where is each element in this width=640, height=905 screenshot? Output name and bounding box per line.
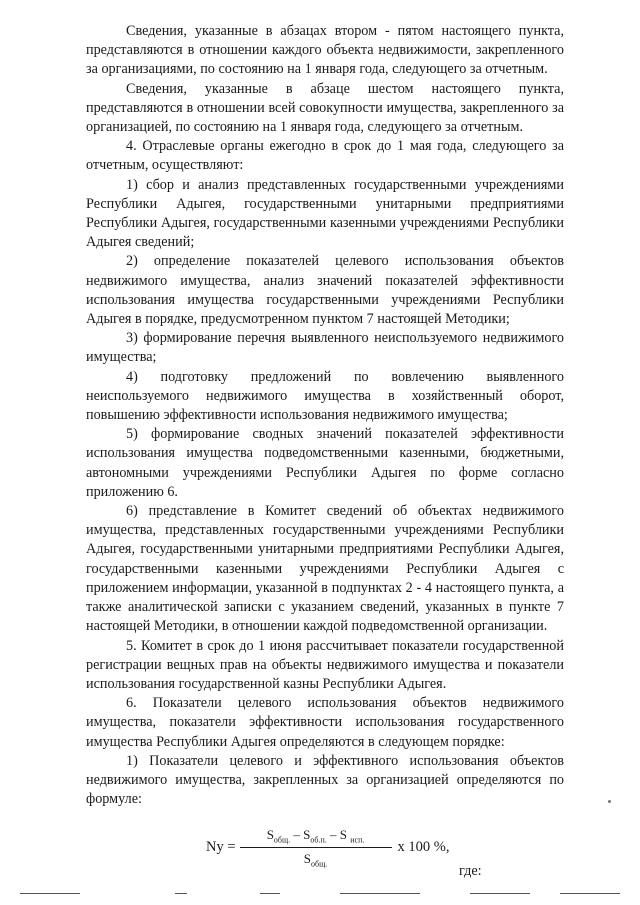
paragraph-info-objects: Сведения, указанные в абзацах втором - пятом настоящего пункта, представляются в отношении каждого объекта недвижимости, закрепленного за организациями, по состоянию на 1 января года, следующего за отчетным. bbox=[86, 23, 564, 78]
formula-numerator: $S_{общ.} - S_{об.п.}$ – S $_{исп.}$ bbox=[266, 827, 365, 845]
paragraph-subitem-5: 5) формирование сводных значений показателей эффективности использования имущества подведомственными казенными, бюджетными, автономными учреждениями Республики Адыгея по форме согласно приложению 6. bbox=[86, 426, 564, 500]
formula-block bbox=[86, 817, 564, 891]
formula-rhs: х 100 %, bbox=[397, 839, 450, 856]
paragraph-item-4: 4. Отраслевые органы ежегодно в срок до 1 мая года, следующего за отчетным, осуществляют: bbox=[86, 138, 564, 174]
paragraph-item-6-sub-1: 1) Показатели целевого и эффективного использования объектов недвижимого имущества, закрепленных за организацией определяются по формуле: bbox=[86, 752, 564, 808]
paragraph-subitem-6: 6) представление в Комитет сведений об объектах недвижимого имущества, представленных государственными учреждениями Республики Адыгея, государственными унитарными предприятиями Республики Адыгея, государственными казенными учреждениями Республики Адыгея с приложением информации, указанной в подпунктах 2 - 4 настоящего пункта, а также аналитической записки с указанием сведений, указанных в пункте 7 настоящей Методики, в отношении каждой подведомственной организации. bbox=[86, 503, 564, 635]
footer-rule bbox=[560, 893, 620, 894]
paragraph-item-6: 6. Показатели целевого использования объектов недвижимого имущества, показатели эффективности использования государственного имущества Республики Адыгея определяются в следующем порядке: bbox=[86, 695, 564, 750]
footer-rule bbox=[20, 893, 80, 894]
scan-speck bbox=[608, 800, 611, 803]
document-page bbox=[86, 22, 564, 891]
paragraph-item-5: 5. Комитет в срок до 1 июня рассчитывает показатели государственной регистрации вещных прав на объекты недвижимого имущества и показатели использования государственной казны Республики Адыгея. bbox=[86, 637, 564, 692]
paragraph-subitem-3: 3) формирование перечня выявленного неиспользуемого недвижимого имущества; bbox=[86, 330, 564, 366]
footer-rules bbox=[0, 893, 640, 899]
paragraph-subitem-4: 4) подготовку предложений по вовлечению выявленного неиспользуемого недвижимого имущества в хозяйственный оборот, повышению эффективности использования недвижимого имущества; bbox=[86, 368, 564, 424]
footer-rule bbox=[260, 893, 280, 894]
formula-lhs: Ny = bbox=[206, 839, 236, 856]
formula-fraction bbox=[240, 827, 392, 868]
paragraph-info-property: Сведения, указанные в абзаце шестом настоящего пункта, представляются в отношении всей совокупности имущества, закрепленного за организацией, по состоянию на 1 января года, следующего за отчетным. bbox=[86, 80, 564, 136]
footer-rule bbox=[175, 893, 187, 894]
footer-rule bbox=[470, 893, 530, 894]
formula bbox=[206, 827, 450, 868]
paragraph-subitem-1: 1) сбор и анализ представленных государственными учреждениями Республики Адыгея, государственными унитарными предприятиями Республики Адыгея, государственными казенными учреждениями Республики Адыгея сведений; bbox=[86, 176, 564, 251]
where-label: где: bbox=[459, 863, 482, 880]
footer-rule bbox=[340, 893, 420, 894]
formula-denominator: $S_{общ.}$ bbox=[303, 850, 328, 869]
paragraph-subitem-2: 2) определение показателей целевого использования объектов недвижимого имущества, анализ значений показателей эффективности использования имущества государственными учреждениями Республики Адыгея в порядке, предусмотренном пунктом 7 настоящей Методики; bbox=[86, 253, 564, 328]
